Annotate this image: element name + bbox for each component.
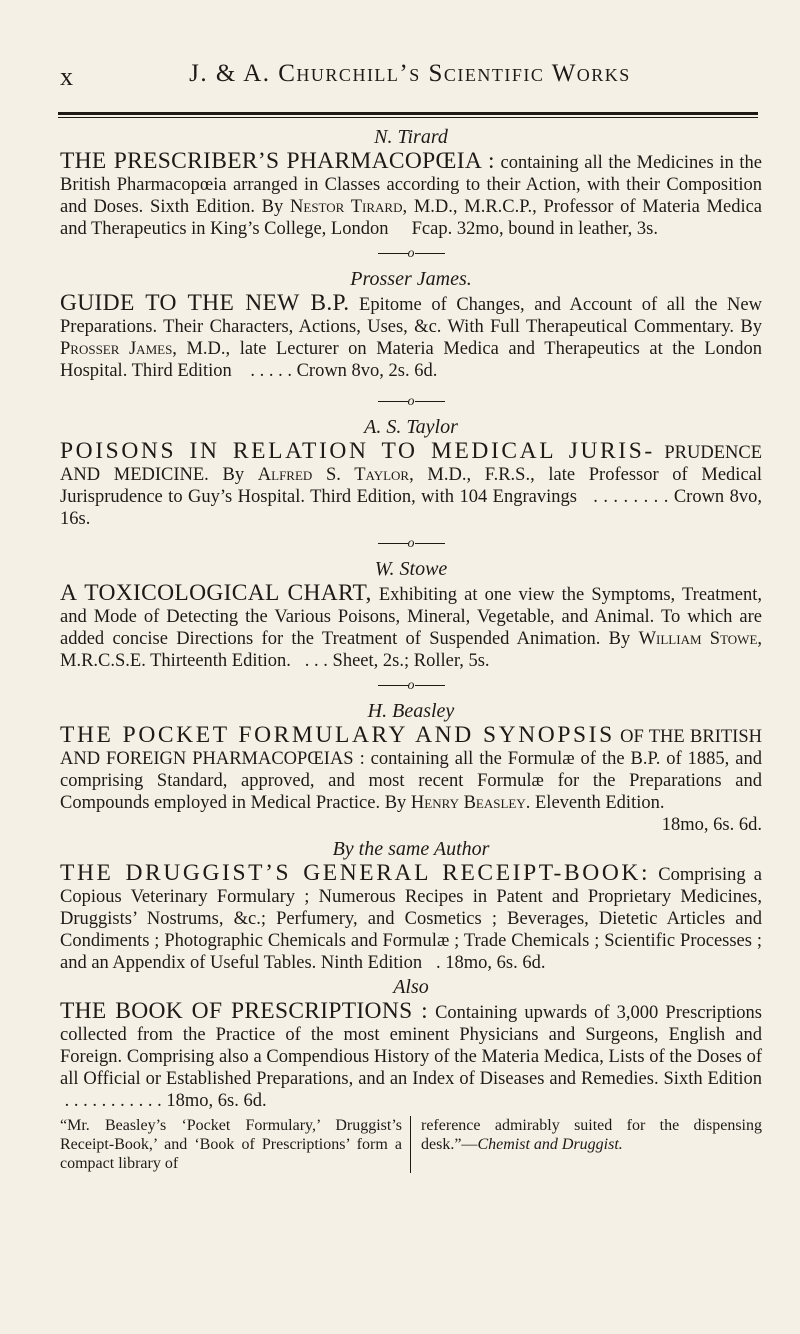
entry-title: GUIDE TO THE NEW B.P. [60,290,350,316]
entry-author: By the same Author [332,838,490,860]
separator: o [60,534,762,554]
entry-price: . . . . . . . . Crown 8vo, 16s. [60,487,762,529]
entry-description: Epitome of Changes, and Account of all the New Preparations. Their Characters, Actions, Uses, &c. With Full Therapeutical Commentary. By [60,295,762,337]
entry-author-details: , M.D., M.R.C.P., Professor of Materia Medica and Therapeutics in King’s College, London [60,197,763,239]
catalogue-entry [60,440,762,530]
entry-author-name: Alfred S. Taylor [257,465,410,485]
catalogue-entry [60,862,762,974]
entry-description: OF THE BRITISH AND FOREIGN PHARMACOPŒIAS : containing all the Formulæ of the B.P. of 1885, and comprising Standard, approved, and most recent Formulæ for the Preparations and Compounds employed in Medical Practice. By [60,727,762,813]
entry-author-name: Henry Beasley [410,793,526,813]
separator: o [60,676,762,696]
entry-price: . 18mo, 6s. 6d. [436,953,546,973]
entry-price: 18mo, 6s. 6d. [661,815,762,835]
header-rule-thin [58,117,758,118]
entry-description: PRUDENCE AND MEDICINE. By [60,443,763,485]
review-source: Chemist and Druggist. [477,1136,623,1153]
entry-author: Also [393,976,429,998]
entry-author: H. Beasley [367,700,455,722]
separator: o [60,392,762,412]
entry-price: . . . Sheet, 2s.; Roller, 5s. [304,651,490,671]
review-quote [60,1116,762,1173]
running-title: J. & A. Churchill’s Scientific Works [189,60,631,87]
entry-title: THE DRUGGIST’S GENERAL RECEIPT-BOOK: [60,860,651,886]
running-header [60,60,760,100]
catalogue-entry [60,724,762,814]
entry-author-details: . Eleventh Edition. [525,793,665,813]
catalogue-entry [60,582,762,672]
separator: o [60,244,762,264]
review-left-column: “Mr. Beasley’s ‘Pocket Formulary,’ Druggist’s Receipt-Book,’ and ‘Book of Prescriptions’ form a compact library of [60,1116,411,1173]
entry-description: containing all the Medicines in the British Pharmacopœia arranged in Classes according to their Action, with their Composition and Doses. Sixth Edition. By [60,153,762,217]
entry-title: THE BOOK OF PRESCRIPTIONS : [60,998,428,1024]
entry-author: Prosser James. [350,268,472,290]
entry-author-details: , M.D., F.R.S., late Professor of Medical Jurisprudence to Guy’s Hospital. Third Edition, with 104 Engravings [60,465,763,507]
entry-author: A. S. Taylor [364,416,458,438]
entry-author: W. Stowe [374,558,448,580]
catalogue-entry [60,150,762,240]
review-right-column [411,1116,762,1173]
catalogue-content [60,124,762,1173]
entry-title: POISONS IN RELATION TO MEDICAL JURIS- [60,438,655,464]
entry-author-name: William Stowe [638,629,758,649]
entry-title: THE POCKET FORMULARY AND SYNOPSIS [60,722,615,748]
review-text: reference admirably suited for the dispensing desk.”— [421,1117,762,1153]
entry-price: . . . . . Crown 8vo, 2s. 6d. [250,361,438,381]
entry-description: Containing upwards of 3,000 Prescriptions collected from the Practice of the most eminent Physicians and Surgeons, English and Foreign. Comprising also a Compendious History of the Materia Medica, Lists of the Doses of all Official or Established Preparations, and an Index of Diseases and Remedies. Sixth Edition [60,1003,763,1089]
entry-price: . . . . . . . . . . . 18mo, 6s. 6d. [64,1091,267,1111]
entry-author-details: , M.D., late Lecturer on Materia Medica and Therapeutics at the London Hospital. Third Edition [60,339,762,381]
entry-description: Exhibiting at one view the Symptoms, Treatment, and Mode of Detecting the Various Poisons, Mineral, Vegetable, and Animal. To which are added concise Directions for the Treatment of Suspended Animation. By [60,585,763,649]
entry-description: Comprising a Copious Veterinary Formulary ; Numerous Recipes in Patent and Proprietary Medicines, Druggists’ Nostrums, &c.; Perfumery, and Cosmetics ; Beverages, Dietetic Articles and Condiments ; Photographic Chemicals and Formulæ ; Trade Chemicals ; Scientific Processes ; and an Appendix of Useful Tables. Ninth Edition [60,865,763,973]
header-rule-thick [58,112,758,115]
page-number: x [60,62,73,91]
catalogue-entry [60,292,762,382]
entry-author-name: Prosser James [60,339,173,359]
entry-title: THE PRESCRIBER’S PHARMACOPŒIA : [60,148,495,174]
entry-price: Fcap. 32mo, bound in leather, 3s. [411,219,659,239]
entry-author-details: , M.R.C.S.E. Thirteenth Edition. [60,629,763,671]
entry-title: A TOXICOLOGICAL CHART, [60,580,372,606]
entry-author-name: Nestor Tirard [290,197,403,217]
catalogue-entry [60,1000,762,1112]
entry-author: N. Tirard [374,126,448,148]
